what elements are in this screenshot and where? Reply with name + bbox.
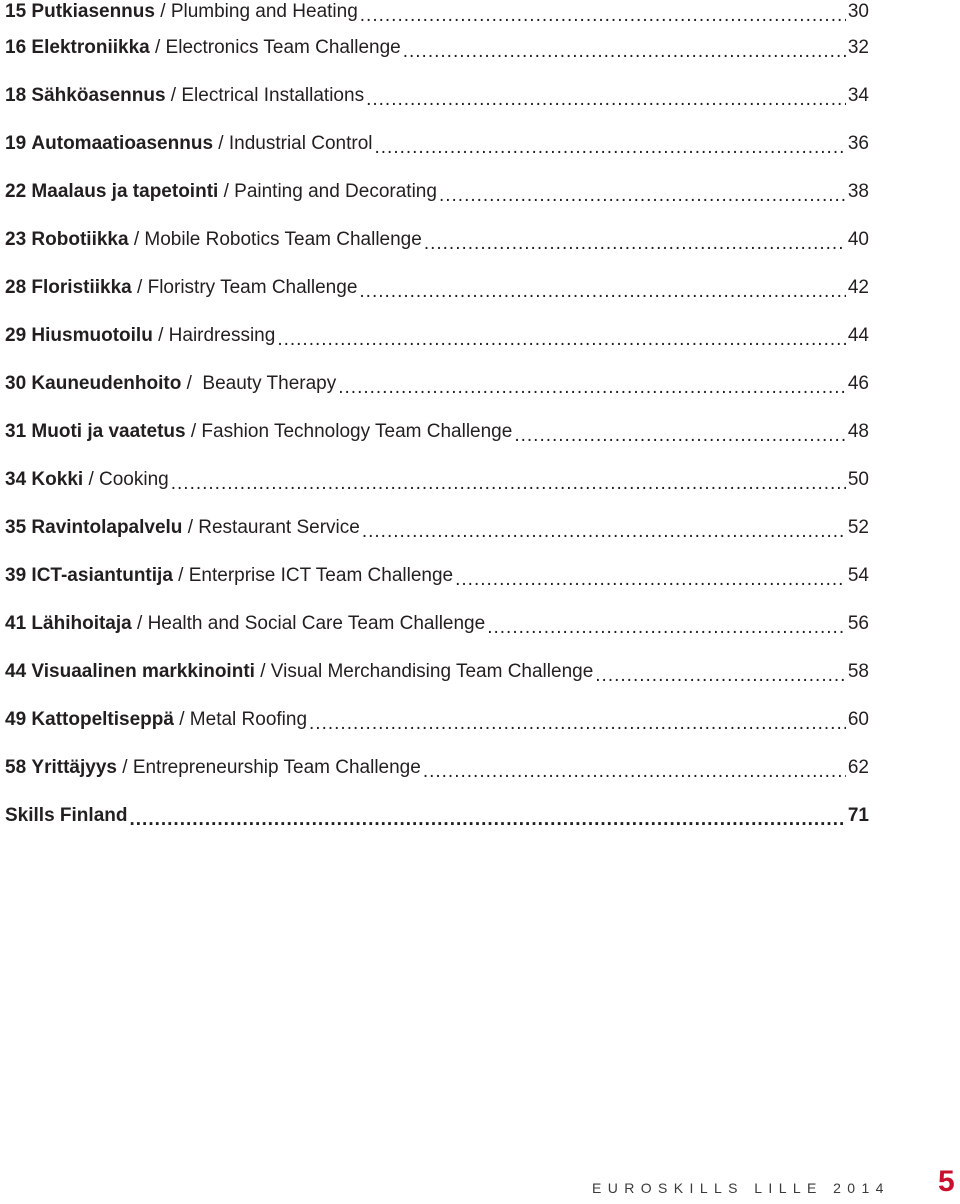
skill-number: 39 bbox=[5, 565, 27, 586]
toc-entry-title bbox=[5, 421, 512, 443]
toc-entry-title bbox=[5, 373, 336, 395]
skill-name-english: Restaurant Service bbox=[198, 517, 360, 538]
dot-leader bbox=[171, 473, 846, 495]
toc-entry-title bbox=[5, 469, 169, 491]
toc-entry bbox=[5, 600, 869, 648]
title-separator: / bbox=[218, 181, 235, 202]
toc-entry bbox=[5, 552, 869, 600]
toc-entry-title bbox=[5, 757, 421, 779]
toc-page-number: 52 bbox=[847, 517, 869, 538]
toc-page-number: 71 bbox=[847, 805, 869, 826]
toc-entry-title bbox=[5, 277, 357, 299]
skill-name-finnish: Ravintolapalvelu bbox=[31, 517, 183, 538]
skill-name-english: Electrical Installations bbox=[181, 85, 365, 106]
toc-entry bbox=[5, 696, 869, 744]
skill-name-finnish: Kattopeltiseppä bbox=[31, 709, 174, 730]
skill-name-english: Floristry Team Challenge bbox=[147, 277, 358, 298]
footer-publication-label: EUROSKILLS LILLE 2014 bbox=[592, 1180, 890, 1196]
skill-number: 31 bbox=[5, 421, 27, 442]
title-separator: / bbox=[149, 37, 166, 58]
toc-entry-skills-finland bbox=[5, 792, 869, 840]
skill-name-finnish: Yrittäjyys bbox=[31, 757, 117, 778]
toc-page-number: 58 bbox=[847, 661, 869, 682]
skill-number: 18 bbox=[5, 85, 27, 106]
title-separator: / bbox=[131, 613, 148, 634]
dot-leader bbox=[514, 425, 846, 447]
title-separator: / bbox=[182, 517, 199, 538]
skill-name-english: Beauty Therapy bbox=[197, 373, 337, 394]
dot-leader bbox=[403, 41, 846, 63]
toc-entry bbox=[5, 168, 869, 216]
skill-name-finnish: Muoti ja vaatetus bbox=[31, 421, 186, 442]
toc-entry-title bbox=[5, 613, 485, 635]
title-separator: / bbox=[254, 661, 271, 682]
toc-entry bbox=[5, 408, 869, 456]
page-number: 5 bbox=[938, 1165, 955, 1198]
dot-leader bbox=[338, 377, 846, 399]
skill-name-finnish: Hiusmuotoilu bbox=[31, 325, 153, 346]
dot-leader bbox=[277, 329, 846, 351]
table-of-contents bbox=[5, 0, 869, 840]
toc-page-number: 44 bbox=[847, 325, 869, 346]
skill-name-finnish: Robotiikka bbox=[31, 229, 129, 250]
title-separator: / bbox=[83, 469, 100, 490]
toc-entry-title bbox=[5, 709, 307, 731]
title-separator: / bbox=[116, 757, 133, 778]
toc-entry-title bbox=[5, 229, 422, 251]
skill-name-english: Visual Merchandising Team Challenge bbox=[270, 661, 594, 682]
skill-name-english: Hairdressing bbox=[168, 325, 276, 346]
toc-entry-title bbox=[5, 517, 360, 539]
skill-name-english: Metal Roofing bbox=[189, 709, 308, 730]
dot-leader bbox=[423, 761, 846, 783]
dot-leader bbox=[129, 809, 845, 831]
toc-entry-title bbox=[5, 565, 453, 587]
title-separator: / bbox=[154, 1, 171, 22]
skill-name-finnish: Kokki bbox=[31, 469, 84, 490]
toc-entry-title bbox=[5, 661, 593, 683]
toc-entry bbox=[5, 72, 869, 120]
title-separator: / bbox=[213, 133, 229, 154]
toc-entry bbox=[5, 504, 869, 552]
title-separator: / bbox=[185, 421, 202, 442]
skill-number: 58 bbox=[5, 757, 27, 778]
title-separator: / bbox=[131, 277, 148, 298]
toc-entry bbox=[5, 264, 869, 312]
title-separator: / bbox=[165, 85, 182, 106]
dot-leader bbox=[359, 281, 845, 303]
toc-entry-title bbox=[5, 85, 364, 107]
dot-leader bbox=[595, 665, 846, 687]
toc-entry bbox=[5, 456, 869, 504]
dot-leader bbox=[455, 569, 846, 591]
toc-page-number: 54 bbox=[847, 565, 869, 586]
skill-name-english: Plumbing and Heating bbox=[170, 1, 358, 22]
toc-page-number: 36 bbox=[847, 133, 869, 154]
skill-name-english: Cooking bbox=[99, 469, 169, 490]
toc-entry-title bbox=[5, 325, 275, 347]
toc-page-number: 62 bbox=[847, 757, 869, 778]
title-separator: / bbox=[173, 709, 190, 730]
toc-entry bbox=[5, 360, 869, 408]
skill-name-english: Fashion Technology Team Challenge bbox=[201, 421, 513, 442]
toc-page-number: 30 bbox=[847, 1, 869, 22]
skill-number: 28 bbox=[5, 277, 27, 298]
skill-name-english: Health and Social Care Team Challenge bbox=[147, 613, 486, 634]
skill-name-english: Mobile Robotics Team Challenge bbox=[144, 229, 422, 250]
skill-name-finnish: ICT-asiantuntija bbox=[31, 565, 173, 586]
toc-entry bbox=[5, 648, 869, 696]
skill-name-finnish: Automaatioasennus bbox=[31, 133, 214, 154]
dot-leader bbox=[424, 233, 846, 255]
dot-leader bbox=[309, 713, 846, 735]
skill-number: 35 bbox=[5, 517, 27, 538]
toc-page-number: 32 bbox=[847, 37, 869, 58]
toc-page-number: 38 bbox=[847, 181, 869, 202]
skill-name-english: Entrepreneurship Team Challenge bbox=[132, 757, 421, 778]
toc-entry-title bbox=[5, 133, 372, 155]
toc-entry bbox=[5, 216, 869, 264]
skill-number: 19 bbox=[5, 133, 27, 154]
toc-entry-title bbox=[5, 181, 437, 203]
skill-name-english: Painting and Decorating bbox=[234, 181, 437, 202]
title-separator: / bbox=[181, 373, 198, 394]
skill-number: 41 bbox=[5, 613, 27, 634]
toc-entry bbox=[5, 24, 869, 72]
skill-name-finnish: Maalaus ja tapetointi bbox=[31, 181, 219, 202]
skill-number: 49 bbox=[5, 709, 27, 730]
skill-name-finnish: Putkiasennus bbox=[31, 1, 155, 22]
skill-number: 15 bbox=[5, 1, 27, 22]
dot-leader bbox=[487, 617, 846, 639]
skill-name-english: Industrial Control bbox=[228, 133, 373, 154]
skill-number: 23 bbox=[5, 229, 27, 250]
skill-name-finnish: Lähihoitaja bbox=[31, 613, 132, 634]
toc-page-number: 46 bbox=[847, 373, 869, 394]
toc-page-number: 34 bbox=[847, 85, 869, 106]
skill-number: 29 bbox=[5, 325, 27, 346]
title-separator: / bbox=[128, 229, 145, 250]
toc-entry-title: Skills Finland bbox=[5, 805, 128, 826]
skill-name-finnish: Visuaalinen markkinointi bbox=[31, 661, 255, 682]
toc-page-number: 50 bbox=[847, 469, 869, 490]
skill-number: 30 bbox=[5, 373, 27, 394]
title-separator: / bbox=[152, 325, 169, 346]
skill-name-finnish: Floristiikka bbox=[31, 277, 132, 298]
toc-entry-title bbox=[5, 1, 358, 23]
dot-leader bbox=[366, 89, 846, 111]
skill-number: 44 bbox=[5, 661, 27, 682]
toc-page-number: 42 bbox=[847, 277, 869, 298]
toc-page-number: 48 bbox=[847, 421, 869, 442]
toc-entry-title bbox=[5, 37, 401, 59]
toc-entry bbox=[5, 312, 869, 360]
dot-leader bbox=[360, 5, 846, 27]
skill-number: 22 bbox=[5, 181, 27, 202]
dot-leader bbox=[374, 137, 845, 159]
toc-entry bbox=[5, 120, 869, 168]
skill-name-english: Enterprise ICT Team Challenge bbox=[188, 565, 454, 586]
skill-name-finnish: Sähköasennus bbox=[31, 85, 166, 106]
skill-number: 34 bbox=[5, 469, 27, 490]
toc-page-number: 60 bbox=[847, 709, 869, 730]
skill-name-finnish: Kauneudenhoito bbox=[31, 373, 182, 394]
skill-number: 16 bbox=[5, 37, 27, 58]
dot-leader bbox=[362, 521, 846, 543]
toc-page-number: 56 bbox=[847, 613, 869, 634]
skill-name-english: Electronics Team Challenge bbox=[165, 37, 401, 58]
toc-entry bbox=[5, 744, 869, 792]
toc-page-number: 40 bbox=[847, 229, 869, 250]
dot-leader bbox=[439, 185, 846, 207]
toc-entry bbox=[5, 0, 869, 24]
skill-name-finnish: Elektroniikka bbox=[31, 37, 150, 58]
title-separator: / bbox=[172, 565, 189, 586]
